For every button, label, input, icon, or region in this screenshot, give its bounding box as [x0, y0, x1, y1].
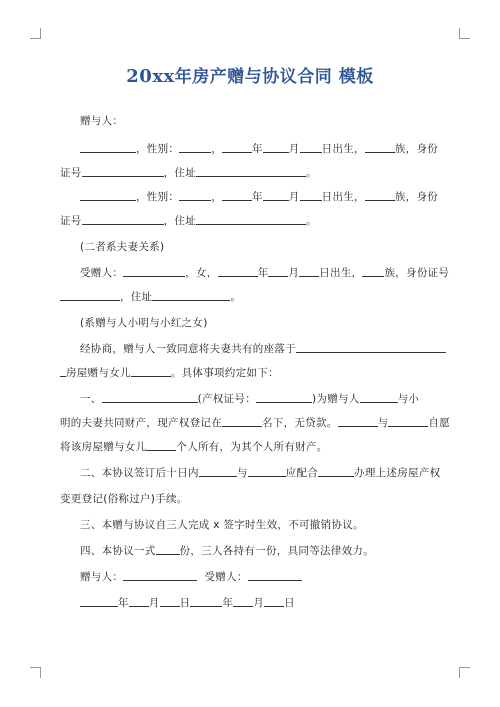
clause-1-line-c: 将该房屋赠与女儿 个人所有，为其个人所有财产。 [60, 441, 328, 453]
recipient-address-line: ，住址 。 [60, 290, 450, 304]
crop-mark-bottom-right [459, 667, 470, 678]
relation-note: (二者系夫妻关系) [80, 241, 165, 253]
title-year: 20xx [126, 66, 175, 87]
donor1-info-line: ，性别： ， 年 月 日出生， 族，身份 [60, 142, 470, 156]
clause-2-line-a: 二、本协议签订后十日内 与 应配合 办理上述房屋产权 [80, 467, 441, 479]
title-text: 年房产赠与协议合同 模板 [174, 67, 374, 87]
crop-mark-top-right [459, 28, 470, 39]
property-gift-line: 房屋赠与女儿 。具体事项约定如下： [60, 366, 450, 380]
donor2-id-address-line: 证号 ，住址 。 [60, 215, 317, 227]
crop-mark-top-left [30, 28, 41, 39]
document-title [0, 62, 500, 87]
clause-3-line: 三、本赠与协议自三人完成 x 签字时生效，不可撤销协议。 [80, 519, 364, 531]
recipient-relation-note: (系赠与人小明与小红之女) [80, 317, 208, 329]
date-line: 年 月 日 年 月 日 [60, 596, 470, 610]
clause-2-line-b: 变更登记(俗称过户)手续。 [60, 493, 188, 505]
donor-heading: 赠与人： [80, 115, 124, 127]
clause-1-line-a: 一、 (产权证号： )为赠与人 与小 [80, 393, 420, 405]
recipient-info-line: 受赠人： ，女， 年 月 日出生， 族，身份证号 [80, 267, 450, 279]
clause-4-line: 四、本协议一式 份，三人各持有一份，具同等法律效力。 [80, 545, 375, 557]
clause-1-line-b: 明的夫妻共同财产，现产权登记在 名下，无贷款。 与 自愿 [60, 417, 451, 429]
negotiation-line: 经协商，赠与人一致同意将夫妻共有的座落于 [60, 342, 470, 356]
signature-line: 赠与人： 受赠人： [60, 570, 470, 584]
donor2-info-line: ，性别： ， 年 月 日出生， 族，身份 [60, 190, 470, 204]
donor1-id-address-line: 证号 ，住址 。 [60, 167, 317, 179]
crop-mark-bottom-left [30, 667, 41, 678]
